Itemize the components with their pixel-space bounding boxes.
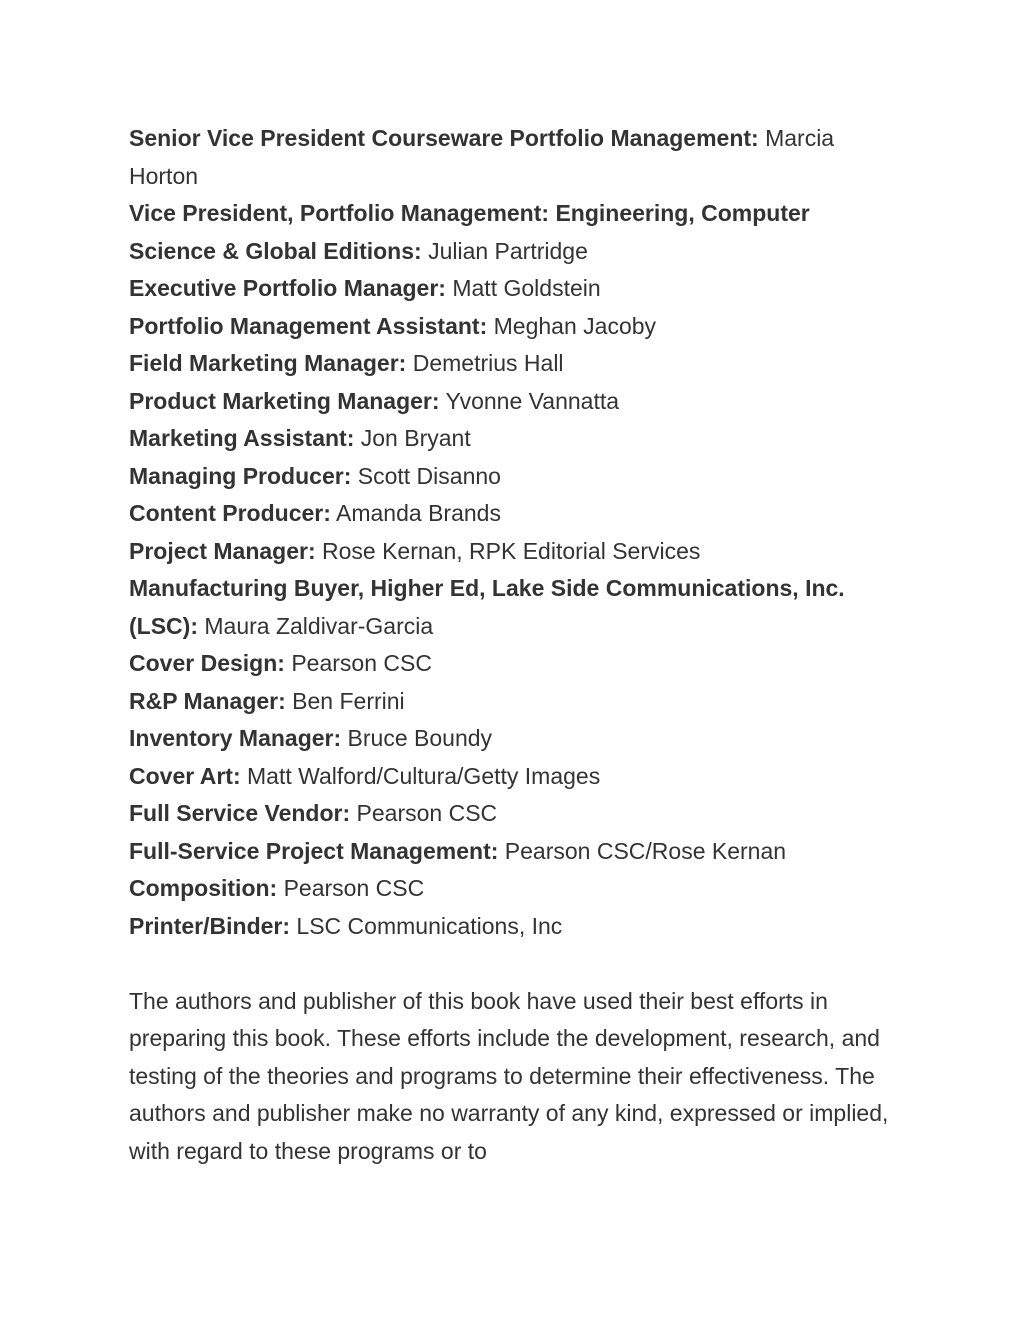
credit-line xyxy=(129,570,889,645)
credit-name: Amanda Brands xyxy=(336,500,501,526)
credit-name: Jon Bryant xyxy=(360,425,471,451)
credit-name: Matt Goldstein xyxy=(452,275,601,301)
credit-line xyxy=(129,495,889,533)
credits-list xyxy=(129,120,889,945)
credit-line xyxy=(129,758,889,796)
credit-line xyxy=(129,720,889,758)
credit-role: Product Marketing Manager: xyxy=(129,387,440,414)
credit-line xyxy=(129,533,889,571)
credit-role: Full-Service Project Management: xyxy=(129,837,499,864)
credit-line xyxy=(129,420,889,458)
credit-role: Printer/Binder: xyxy=(129,912,291,939)
credit-name: Pearson CSC xyxy=(291,650,432,676)
credit-line xyxy=(129,683,889,721)
credit-line xyxy=(129,870,889,908)
credit-line xyxy=(129,270,889,308)
credit-line xyxy=(129,645,889,683)
credit-line xyxy=(129,458,889,496)
credit-name: Pearson CSC/Rose Kernan xyxy=(504,837,787,864)
credit-name: Marcia Horton xyxy=(129,125,835,189)
credit-name: Matt Walford/Cultura/Getty Images xyxy=(247,762,601,789)
credit-role: Field Marketing Manager: xyxy=(129,350,407,376)
credit-name: Maura Zaldivar-Garcia xyxy=(204,612,434,639)
credit-line xyxy=(129,833,889,871)
credit-name: Bruce Boundy xyxy=(347,725,493,751)
credit-line xyxy=(129,345,889,383)
credit-name: Ben Ferrini xyxy=(292,687,405,714)
credit-line xyxy=(129,908,889,946)
credit-line xyxy=(129,795,889,833)
credit-role: Manufacturing Buyer, Higher Ed, Lake Side Communications, Inc. (LSC): xyxy=(129,575,845,639)
credit-role: Project Manager: xyxy=(129,537,316,564)
credit-role: Executive Portfolio Manager: xyxy=(129,275,446,301)
credit-role: Content Producer: xyxy=(129,500,331,526)
document-page xyxy=(129,120,889,1170)
credit-role: Composition: xyxy=(129,875,278,901)
credit-role: Full Service Vendor: xyxy=(129,800,351,826)
credit-line xyxy=(129,308,889,346)
credit-line xyxy=(129,120,889,195)
credit-name: Pearson CSC xyxy=(283,875,425,901)
credit-role: Inventory Manager: xyxy=(129,725,342,751)
credit-role: Vice President, Portfolio Management: Engineering, Computer Science & Global Editions: xyxy=(129,200,810,264)
credit-role: Cover Art: xyxy=(129,762,241,789)
credit-role: Cover Design: xyxy=(129,650,285,676)
credit-name: Julian Partridge xyxy=(428,237,588,264)
credit-role: R&P Manager: xyxy=(129,687,286,714)
credit-role: Senior Vice President Courseware Portfolio Management: xyxy=(129,125,759,151)
credit-name: LSC Communications, Inc xyxy=(296,912,563,939)
credit-name: Scott Disanno xyxy=(357,462,501,489)
credit-name: Yvonne Vannatta xyxy=(445,387,620,414)
credit-line xyxy=(129,383,889,421)
credit-name: Pearson CSC xyxy=(356,800,498,826)
credit-role: Portfolio Management Assistant: xyxy=(129,312,488,339)
credit-name: Demetrius Hall xyxy=(412,350,564,376)
credit-line xyxy=(129,195,889,270)
credit-name: Rose Kernan, RPK Editorial Services xyxy=(322,537,701,564)
credit-role: Managing Producer: xyxy=(129,462,352,489)
credit-role: Marketing Assistant: xyxy=(129,425,355,451)
disclaimer-paragraph: The authors and publisher of this book have used their best efforts in preparing this book. These efforts include the development, research, and testing of the theories and programs to determine their effectiveness. The authors and publisher make no warranty of any kind, expressed or implied, with regard to these programs or to xyxy=(129,987,889,1164)
credit-name: Meghan Jacoby xyxy=(493,312,657,339)
